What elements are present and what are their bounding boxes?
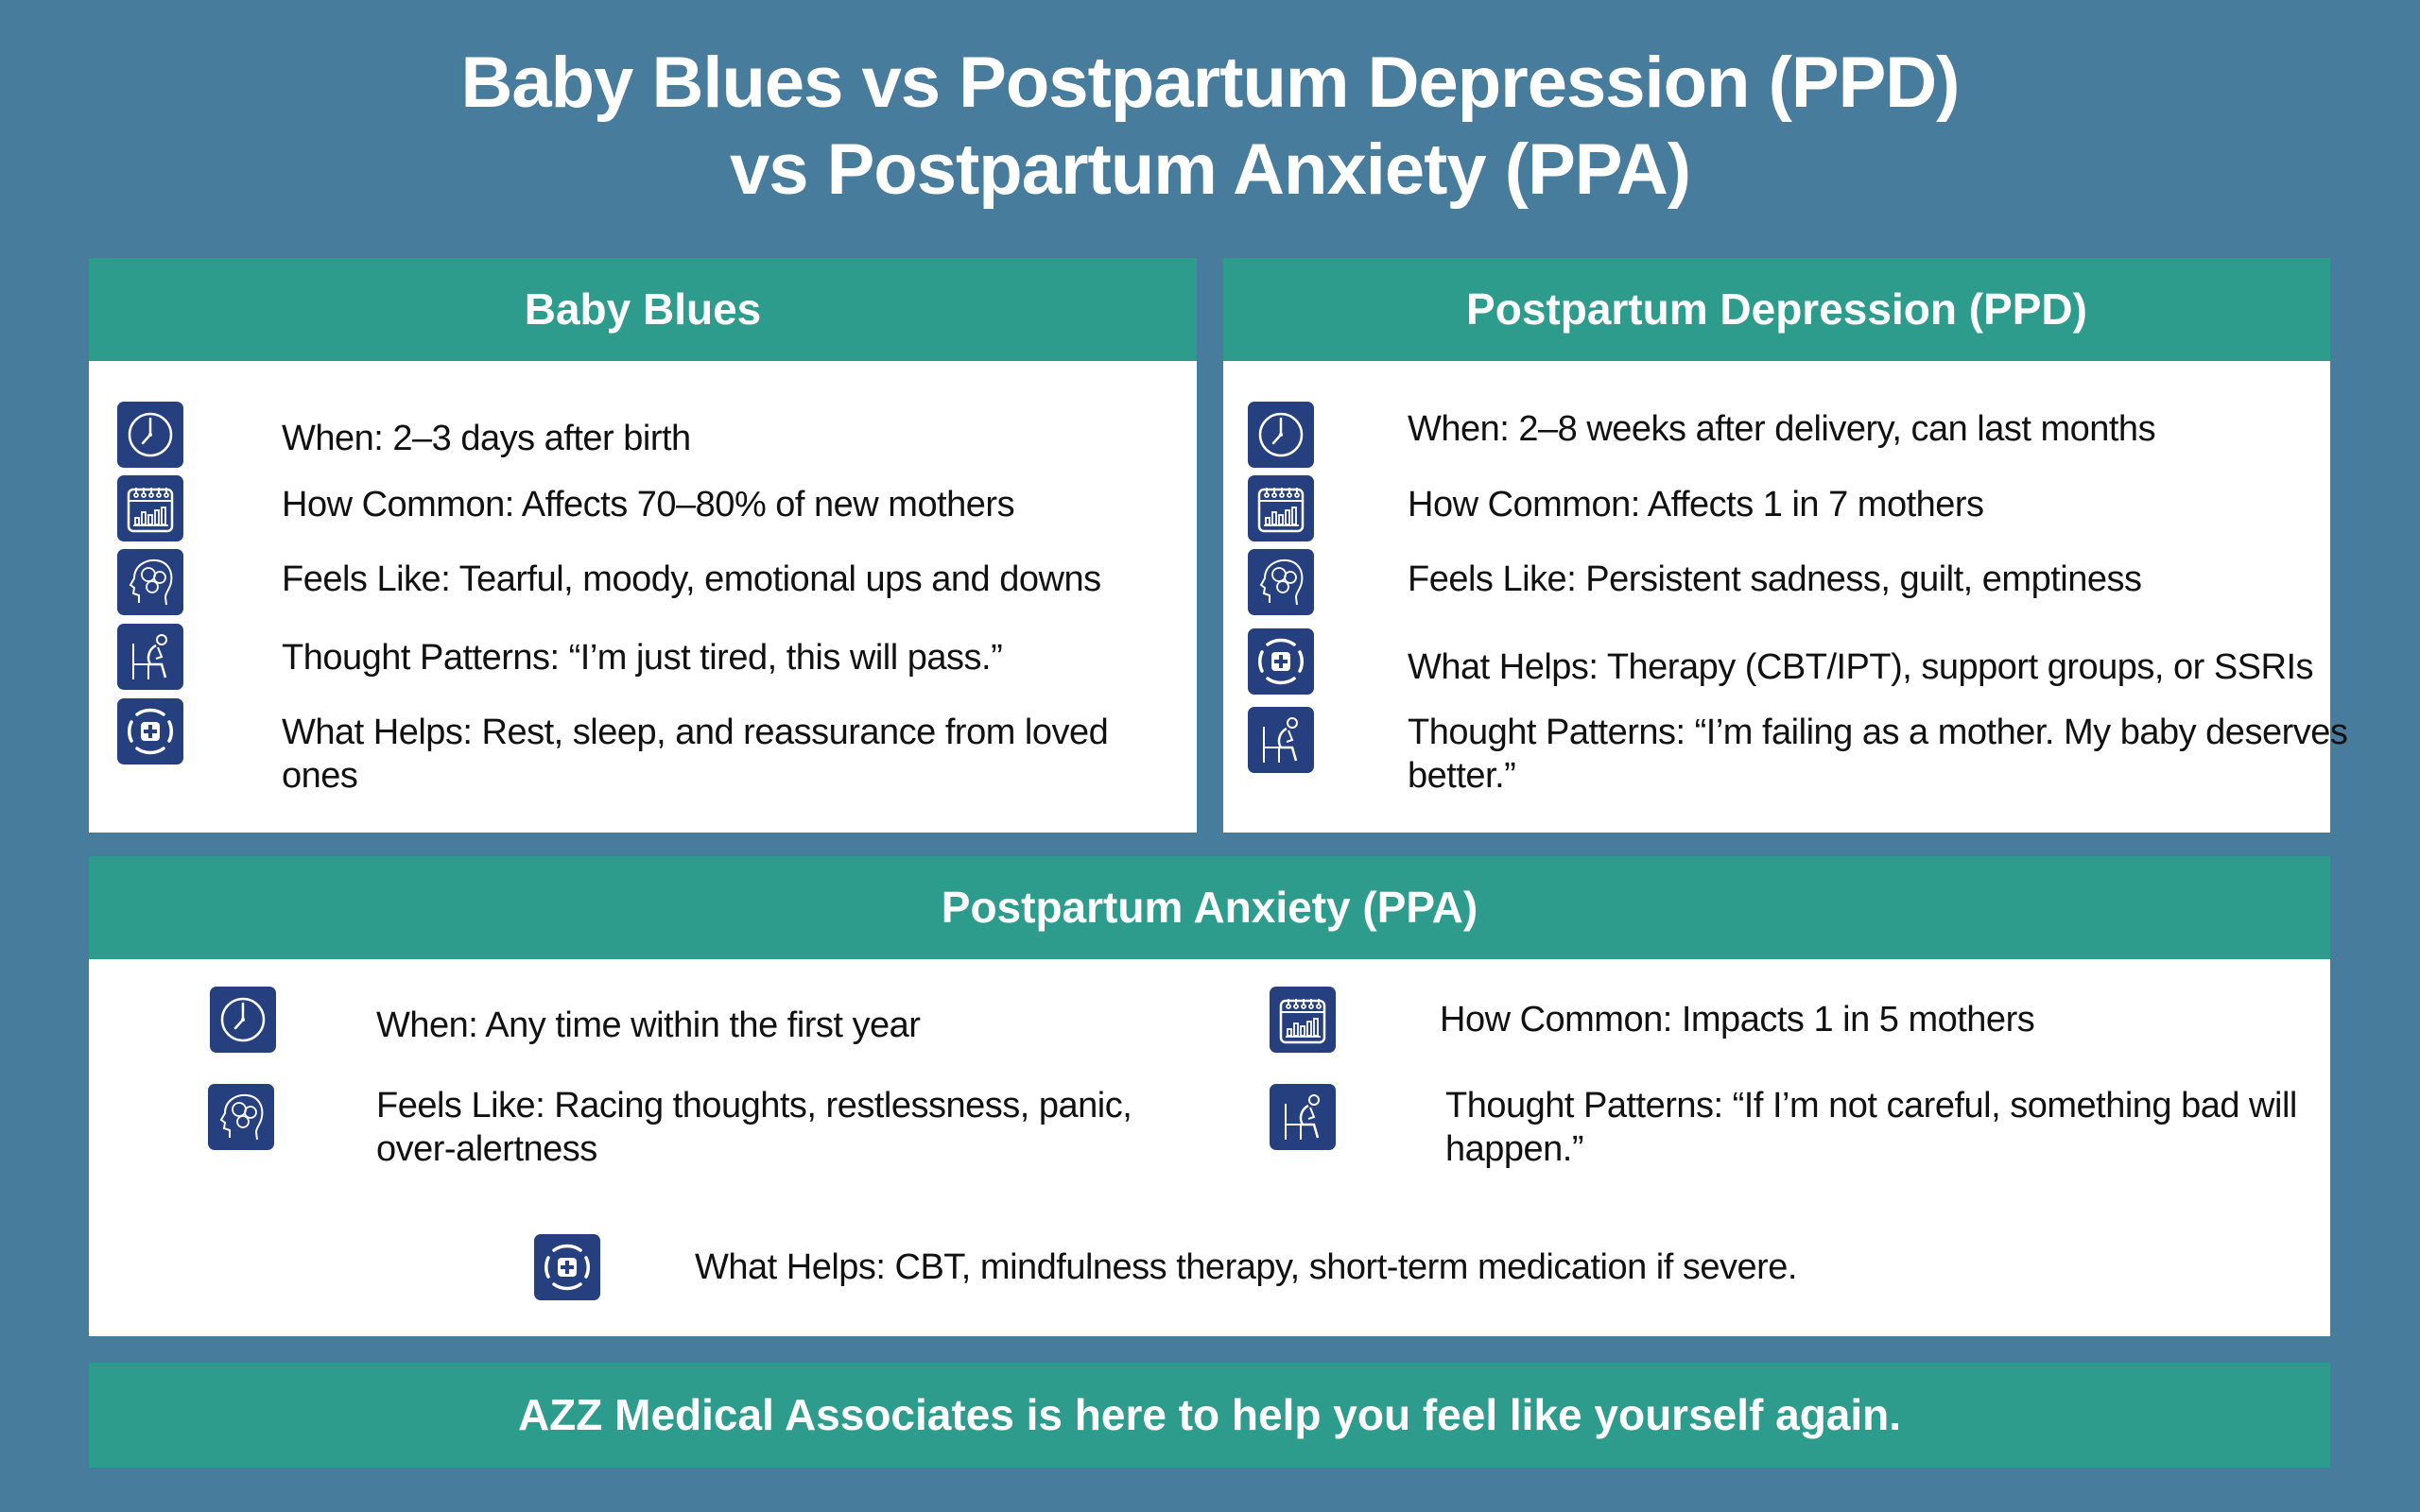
calendar-chart-icon — [117, 475, 183, 541]
item-text: Thought Patterns: “If I’m not careful, something bad will happen.” — [1445, 1086, 2297, 1169]
list-item — [1270, 987, 2034, 1053]
clock-icon — [210, 987, 276, 1053]
list-item — [1248, 628, 2313, 695]
item-text: How Common: Impacts 1 in 5 mothers — [1440, 1000, 2035, 1040]
list-item — [210, 987, 920, 1053]
sitting-person-icon — [117, 624, 183, 690]
list-item — [1248, 549, 2142, 615]
item-text: When: 2–3 days after birth — [282, 419, 691, 458]
item-text: Feels Like: Persistent sadness, guilt, emptiness — [1408, 559, 2142, 599]
item-text: How Common: Affects 70–80% of new mothers — [282, 485, 1015, 524]
list-item — [1248, 402, 2155, 468]
list-item — [208, 1084, 1132, 1171]
head-emotions-icon — [208, 1084, 274, 1150]
list-item — [117, 549, 1101, 615]
calendar-chart-icon — [1248, 475, 1314, 541]
caring-hands-cross-icon — [1248, 628, 1314, 695]
list-item — [117, 624, 1002, 690]
item-text: How Common: Affects 1 in 7 mothers — [1408, 485, 1984, 524]
title-line-2: vs Postpartum Anxiety (PPA) — [729, 129, 1691, 210]
list-item — [1248, 707, 2353, 798]
item-text: Feels Like: Racing thoughts, restlessness, panic, over-alertness — [376, 1086, 1132, 1169]
item-text: What Helps: Rest, sleep, and reassurance from loved ones — [282, 713, 1109, 796]
item-text: Feels Like: Tearful, moody, emotional ups and downs — [282, 559, 1101, 599]
baby-blues-heading: Baby Blues — [89, 258, 1197, 361]
list-item — [534, 1234, 1797, 1300]
list-item — [1270, 1084, 2353, 1171]
item-text: When: 2–8 weeks after delivery, can last months — [1408, 409, 2156, 449]
ppa-heading: Postpartum Anxiety (PPA) — [89, 856, 2330, 959]
item-text: What Helps: Therapy (CBT/IPT), support groups, or SSRIs — [1408, 647, 2314, 687]
page-title — [0, 40, 2420, 214]
footer-banner: AZZ Medical Associates is here to help you feel like yourself again. — [89, 1363, 2330, 1468]
list-item — [117, 475, 1014, 541]
clock-icon — [1248, 402, 1314, 468]
calendar-chart-icon — [1270, 987, 1336, 1053]
list-item — [117, 698, 1132, 798]
item-text: What Helps: CBT, mindfulness therapy, short-term medication if severe. — [695, 1247, 1797, 1287]
list-item — [1248, 475, 1984, 541]
sitting-person-icon — [1248, 707, 1314, 773]
list-item — [117, 402, 691, 468]
item-text: When: Any time within the first year — [376, 1005, 921, 1045]
item-text: Thought Patterns: “I’m just tired, this will pass.” — [282, 638, 1003, 678]
sitting-person-icon — [1270, 1084, 1336, 1150]
clock-icon — [117, 402, 183, 468]
caring-hands-cross-icon — [534, 1234, 600, 1300]
head-emotions-icon — [1248, 549, 1314, 615]
caring-hands-cross-icon — [117, 698, 183, 765]
head-emotions-icon — [117, 549, 183, 615]
title-line-1: Baby Blues vs Postpartum Depression (PPD) — [460, 43, 1960, 123]
ppd-heading: Postpartum Depression (PPD) — [1223, 258, 2330, 361]
item-text: Thought Patterns: “I’m failing as a mother. My baby deserves better.” — [1408, 713, 2348, 796]
